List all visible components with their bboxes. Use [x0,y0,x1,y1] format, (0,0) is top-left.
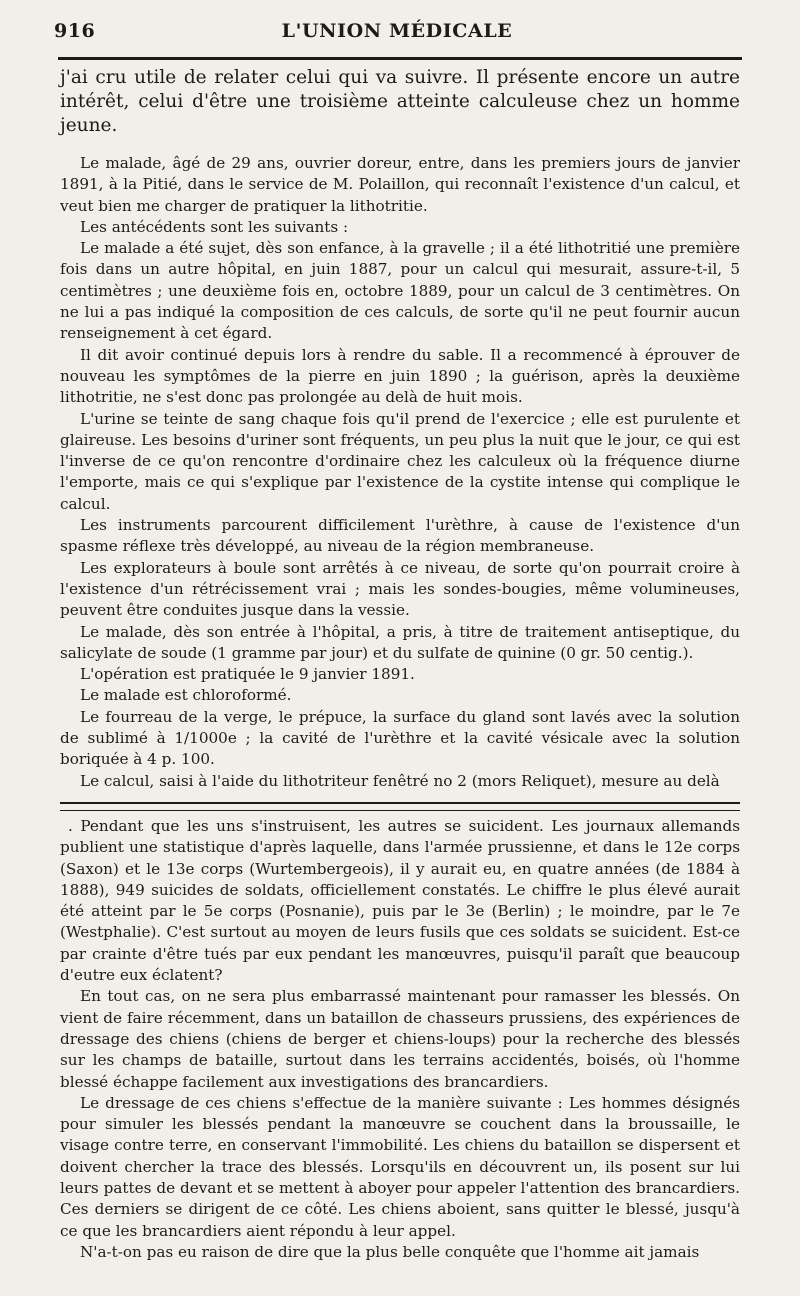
page-header [54,18,740,48]
case-paragraph: Le malade, dès son entrée à l'hôpital, a pris, à titre de traitement antiseptique, du salicylate de soude (1 gramme par jour) et du sulfate de quinine (0 gr. 50 centig.). [60,622,740,662]
case-paragraph: Les instruments parcourent difficilement l'urèthre, à cause de l'existence d'un spasme réflexe très développé, au niveau de la région membraneuse. [60,516,740,556]
case-paragraph: Le malade, âgé de 29 ans, ouvrier doreur, entre, dans les premiers jours de janvier 1891, à la Pitié, dans le service de M. Polaillon, qui reconnaît l'existence d'un calcul, et veut bien me charger de pratiquer la lithotritie. [60,154,740,215]
case-paragraph: Le calcul, saisi à l'aide du lithotriteur fenêtré no 2 (mors Reliquet), mesure au delà [80,771,720,790]
case-paragraph: Les antécédents sont les suivants : [80,217,349,236]
case-paragraph: Les explorateurs à boule sont arrêtés à ce niveau, de sorte qu'on pourrait croire à l'existence d'un rétrécissement vrai ; mais les sondes-bougies, même volumineuses, peuvent être conduites jusque dans la vessie. [60,558,740,620]
header-rule [58,57,742,60]
feuilleton-divider [60,802,740,811]
case-paragraph: Le malade a été sujet, dès son enfance, à la gravelle ; il a été lithotritié une première fois dans un autre hôpital, en juin 1887, pour un calcul qui mesurait, assure-t-il, 5 centimètres ; une deuxième fois en, octobre 1889, pour un calcul de 3 centimètres. On ne lui a pas indiqué la composition de ces calculs, de sorte qu'il ne peut fournir aucun renseignement à cet égard. [60,239,740,343]
feuilleton-paragraph: En tout cas, on ne sera plus embarrassé maintenant pour ramasser les blessés. On vient de faire récemment, dans un bataillon de chasseurs prussiens, des expériences de dressage des chiens (chiens de berger et chiens-loups) pour la recherche des blessés sur les champs de bataille, surtout dans les terrains accidentés, boisés, où l'homme blessé échappe facilement aux investigations des brancardiers. [60,987,740,1091]
case-paragraph: L'opération est pratiquée le 9 janvier 1891. [80,665,415,684]
intro-paragraph-block [60,66,740,138]
feuilleton-paragraph: N'a-t-on pas eu raison de dire que la plus belle conquête que l'homme ait jamais [80,1242,700,1261]
case-paragraph: L'urine se teinte de sang chaque fois qu'il prend de l'exercice ; elle est purulente et glaireuse. Les besoins d'uriner sont fréquents, un peu plus la nuit que le jour, ce qui est l'inverse de ce qu'on rencontre d'ordinaire chez les calculeux où la fréquence diurne l'emporte, mais ce qui s'explique par l'existence de la cystite intense qui complique le calcul. [60,409,740,513]
case-report [60,153,740,792]
feuilleton-paragraph: . Pendant que les uns s'instruisent, les autres se suicident. Les journaux allemands publient une statistique d'après laquelle, dans l'armée prussienne, et dans le 12e corps (Saxon) et le 13e corps (Wurtembergeois), il y aurait eu, en quatre années (de 1884 à 1888), 949 suicides de soldats, officiellement constatés. Le chiffre le plus élevé aurait été atteint par le 5e corps (Posnanie), puis par le 3e (Berlin) ; le moindre, par le 7e (Westphalie). C'est surtout au moyen de leurs fusils que ces soldats se suicident. Est-ce par crainte d'être tués par eux pendant les manœuvres, puisqu'il paraît que beaucoup d'eutre eux éclatent? [60,817,740,985]
case-paragraph: Il dit avoir continué depuis lors à rendre du sable. Il a recommencé à éprouver de nouveau les symptômes de la pierre en juin 1890 ; la guérison, après la deuxième lithotritie, ne s'est donc pas prolongée au delà de huit mois. [60,345,740,407]
case-paragraph: Le malade est chloroformé. [80,686,292,705]
page-number: 916 [54,20,96,42]
intro-paragraph: j'ai cru utile de relater celui qui va suivre. Il présente encore un autre intérêt, celui d'être une troisième atteinte calculeuse chez un homme jeune. [60,67,740,136]
case-paragraph: Le fourreau de la verge, le prépuce, la surface du gland sont lavés avec la solution de sublimé à 1/1000e ; la cavité de l'urèthre et la cavité vésicale avec la solution boriquée à 4 p. 100. [60,707,740,769]
feuilleton [60,816,740,1263]
journal-title: L'UNION MÉDICALE [281,20,513,42]
feuilleton-paragraph: Le dressage de ces chiens s'effectue de la manière suivante : Les hommes désignés pour simuler les blessés pendant la manœuvre se couchent dans la broussaille, le visage contre terre, en conservant l'immobilité. Les chiens du bataillon se dispersent et doivent chercher la trace des blessés. Lorsqu'ils en découvrent un, ils posent sur lui leurs pattes de devant et se mettent à aboyer pour appeler l'attention des brancardiers. Ces derniers se dirigent de ce côté. Les chiens aboient, sans quitter le blessé, jusqu'à ce que les brancardiers aient répondu à leur appel. [60,1093,740,1240]
